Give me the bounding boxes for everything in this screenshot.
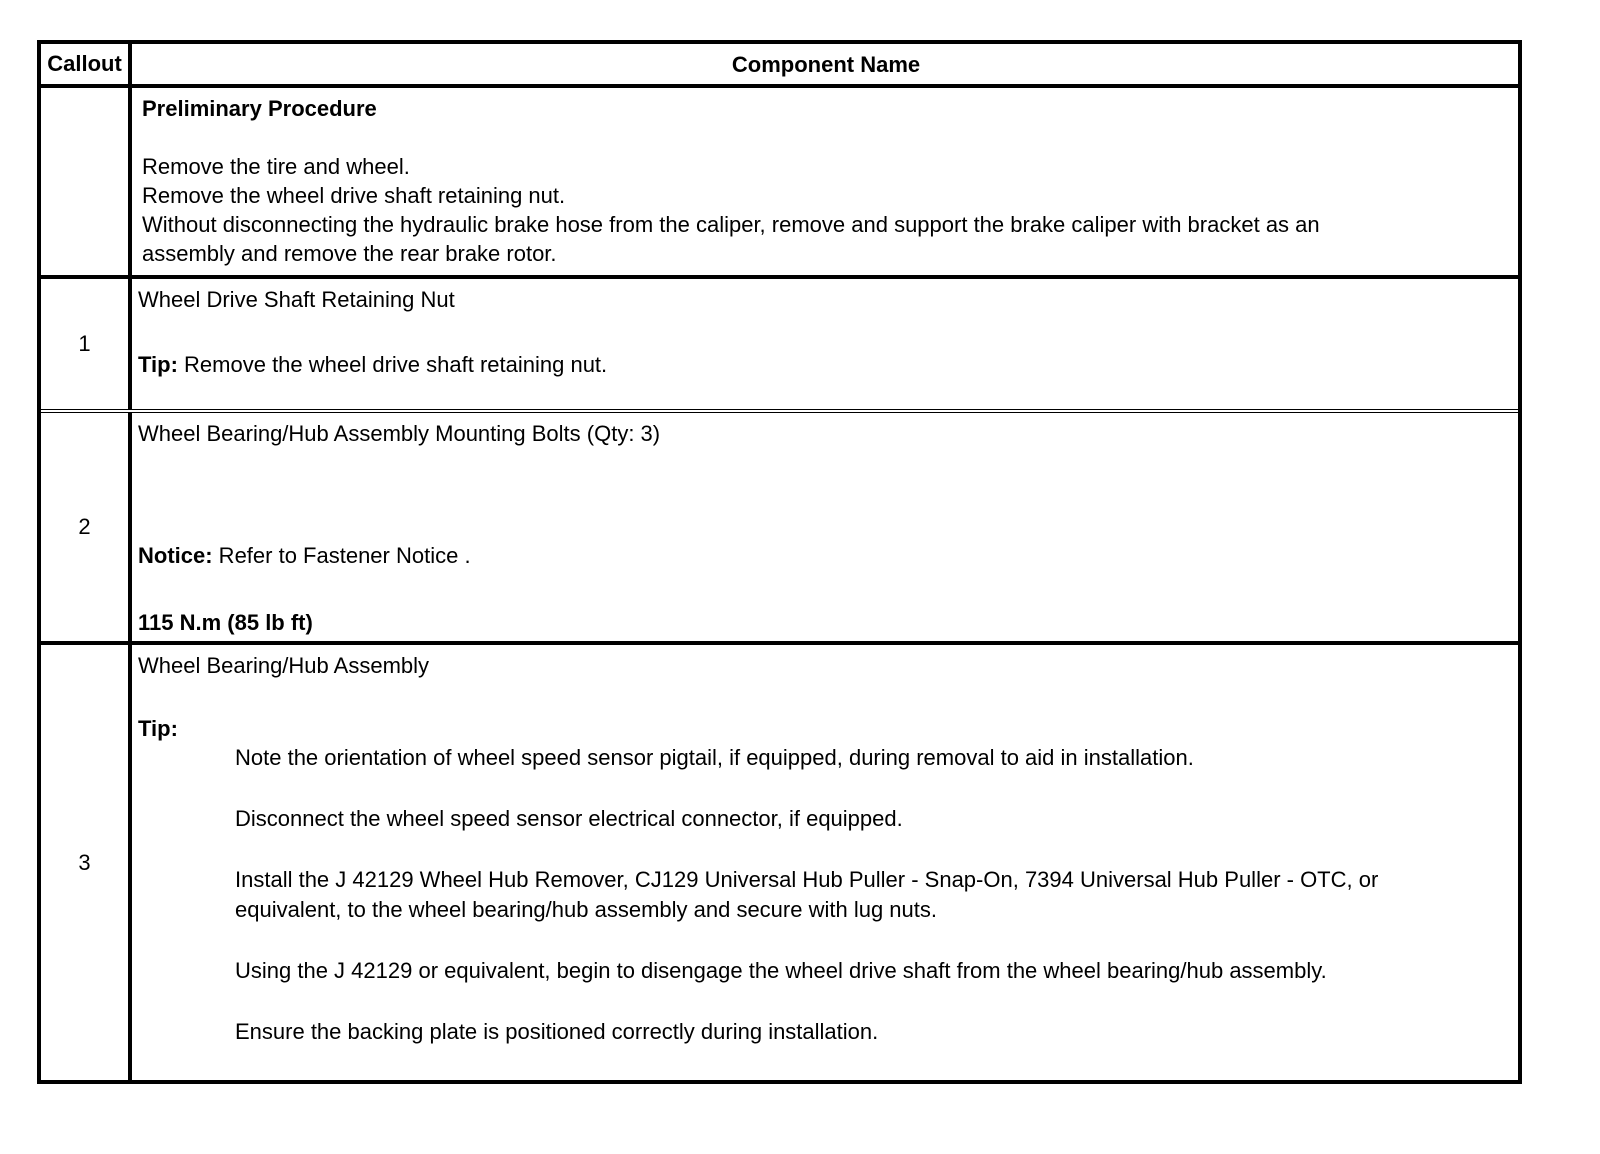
preliminary-step: Without disconnecting the hydraulic brake hose from the caliper, remove and support the brake caliper with bracket as an xyxy=(142,212,1320,237)
tip-line xyxy=(138,350,1514,379)
tip-item: Ensure the backing plate is positioned correctly during installation. xyxy=(235,1019,879,1044)
callout-number: 3 xyxy=(41,645,132,1080)
preliminary-procedure-row xyxy=(41,84,1518,275)
component-name-column-header: Component Name xyxy=(731,51,921,77)
table-header-row xyxy=(41,44,1518,84)
tip-item: Using the J 42129 or equivalent, begin to disengage the wheel drive shaft from the wheel bearing/hub assembly. xyxy=(235,958,1327,983)
preliminary-step: Remove the tire and wheel. xyxy=(142,154,410,179)
preliminary-callout-cell xyxy=(41,88,132,275)
callout-number: 1 xyxy=(41,279,132,409)
preliminary-step: Remove the wheel drive shaft retaining nut. xyxy=(142,183,566,208)
preliminary-procedure-title: Preliminary Procedure xyxy=(142,96,377,121)
preliminary-procedure-cell xyxy=(132,88,1518,275)
tip-item: Install the J 42129 Wheel Hub Remover, CJ129 Universal Hub Puller - Snap-On, 7394 Universal Hub Puller - OTC, or xyxy=(235,867,1379,892)
table-row xyxy=(41,275,1518,409)
procedure-table xyxy=(37,40,1522,1084)
tip-label: Tip: xyxy=(138,352,178,377)
tip-item: Note the orientation of wheel speed sensor pigtail, if equipped, during removal to aid in installation. xyxy=(235,745,1194,770)
notice-label: Notice: xyxy=(138,543,213,568)
notice-line xyxy=(138,541,1514,570)
torque-spec: 115 N.m (85 lb ft) xyxy=(138,610,313,635)
component-name: Wheel Drive Shaft Retaining Nut xyxy=(138,287,455,312)
preliminary-step: assembly and remove the rear brake rotor. xyxy=(142,241,557,266)
table-row xyxy=(41,641,1518,1080)
component-cell xyxy=(132,413,1518,641)
tip-text: Remove the wheel drive shaft retaining nut. xyxy=(177,352,608,377)
callout-column-header: Callout xyxy=(41,44,132,84)
component-name: Wheel Bearing/Hub Assembly xyxy=(138,653,430,678)
tip-label: Tip: xyxy=(138,716,178,741)
notice-text: Refer to Fastener Notice . xyxy=(212,543,471,568)
tip-item: Disconnect the wheel speed sensor electrical connector, if equipped. xyxy=(235,806,903,831)
component-cell xyxy=(132,645,1518,1080)
table-row xyxy=(41,409,1518,641)
callout-number: 2 xyxy=(41,413,132,641)
component-name: Wheel Bearing/Hub Assembly Mounting Bolts (Qty: 3) xyxy=(138,421,661,446)
component-cell xyxy=(132,279,1518,409)
tip-item: equivalent, to the wheel bearing/hub assembly and secure with lug nuts. xyxy=(235,897,937,922)
